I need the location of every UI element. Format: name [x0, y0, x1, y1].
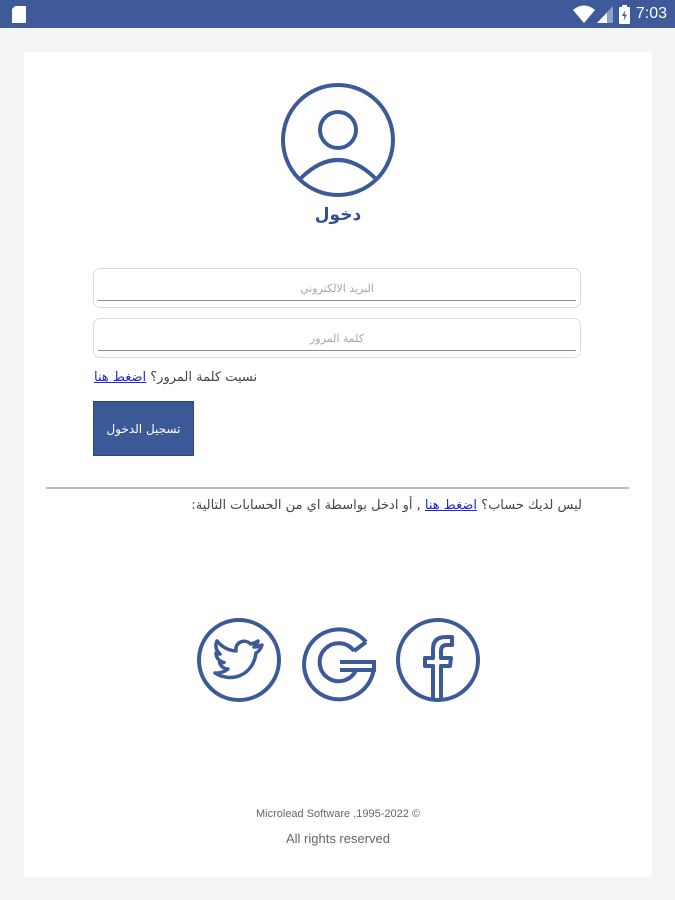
- login-button[interactable]: تسجيل الدخول: [93, 401, 194, 456]
- email-field[interactable]: [93, 268, 581, 308]
- register-link[interactable]: اضغط هنا: [424, 498, 478, 513]
- sd-card-icon: [12, 6, 26, 27]
- status-bar: [0, 0, 675, 28]
- email-input[interactable]: [98, 275, 576, 301]
- password-field[interactable]: [93, 318, 581, 358]
- twitter-icon[interactable]: [196, 617, 282, 703]
- footer-copyright: Microlead Software ,1995-2022 ©: [255, 808, 421, 820]
- signal-icon: [597, 5, 613, 23]
- password-input[interactable]: [98, 325, 576, 351]
- email-underline: [98, 300, 576, 301]
- footer-rights: All rights reserved: [285, 831, 391, 846]
- user-avatar-icon: [280, 82, 396, 198]
- google-icon[interactable]: [296, 617, 382, 703]
- battery-icon: [619, 5, 630, 24]
- register-prefix: ليس لديك حساب؟: [481, 498, 582, 513]
- status-time: 7:03: [635, 5, 667, 22]
- divider: [46, 487, 629, 489]
- forgot-password-row: [94, 370, 257, 385]
- forgot-password-text: نسيت كلمة المرور؟: [150, 370, 258, 385]
- password-underline: [98, 350, 576, 351]
- login-card: [24, 52, 652, 877]
- register-suffix: , أو ادخل بواسطة اي من الحسابات التالية:: [191, 498, 421, 513]
- wifi-icon: [573, 5, 595, 23]
- forgot-password-link[interactable]: اضغط هنا: [94, 370, 147, 385]
- register-row: [191, 498, 582, 513]
- facebook-icon[interactable]: [395, 617, 481, 703]
- page-title: دخول: [314, 205, 362, 225]
